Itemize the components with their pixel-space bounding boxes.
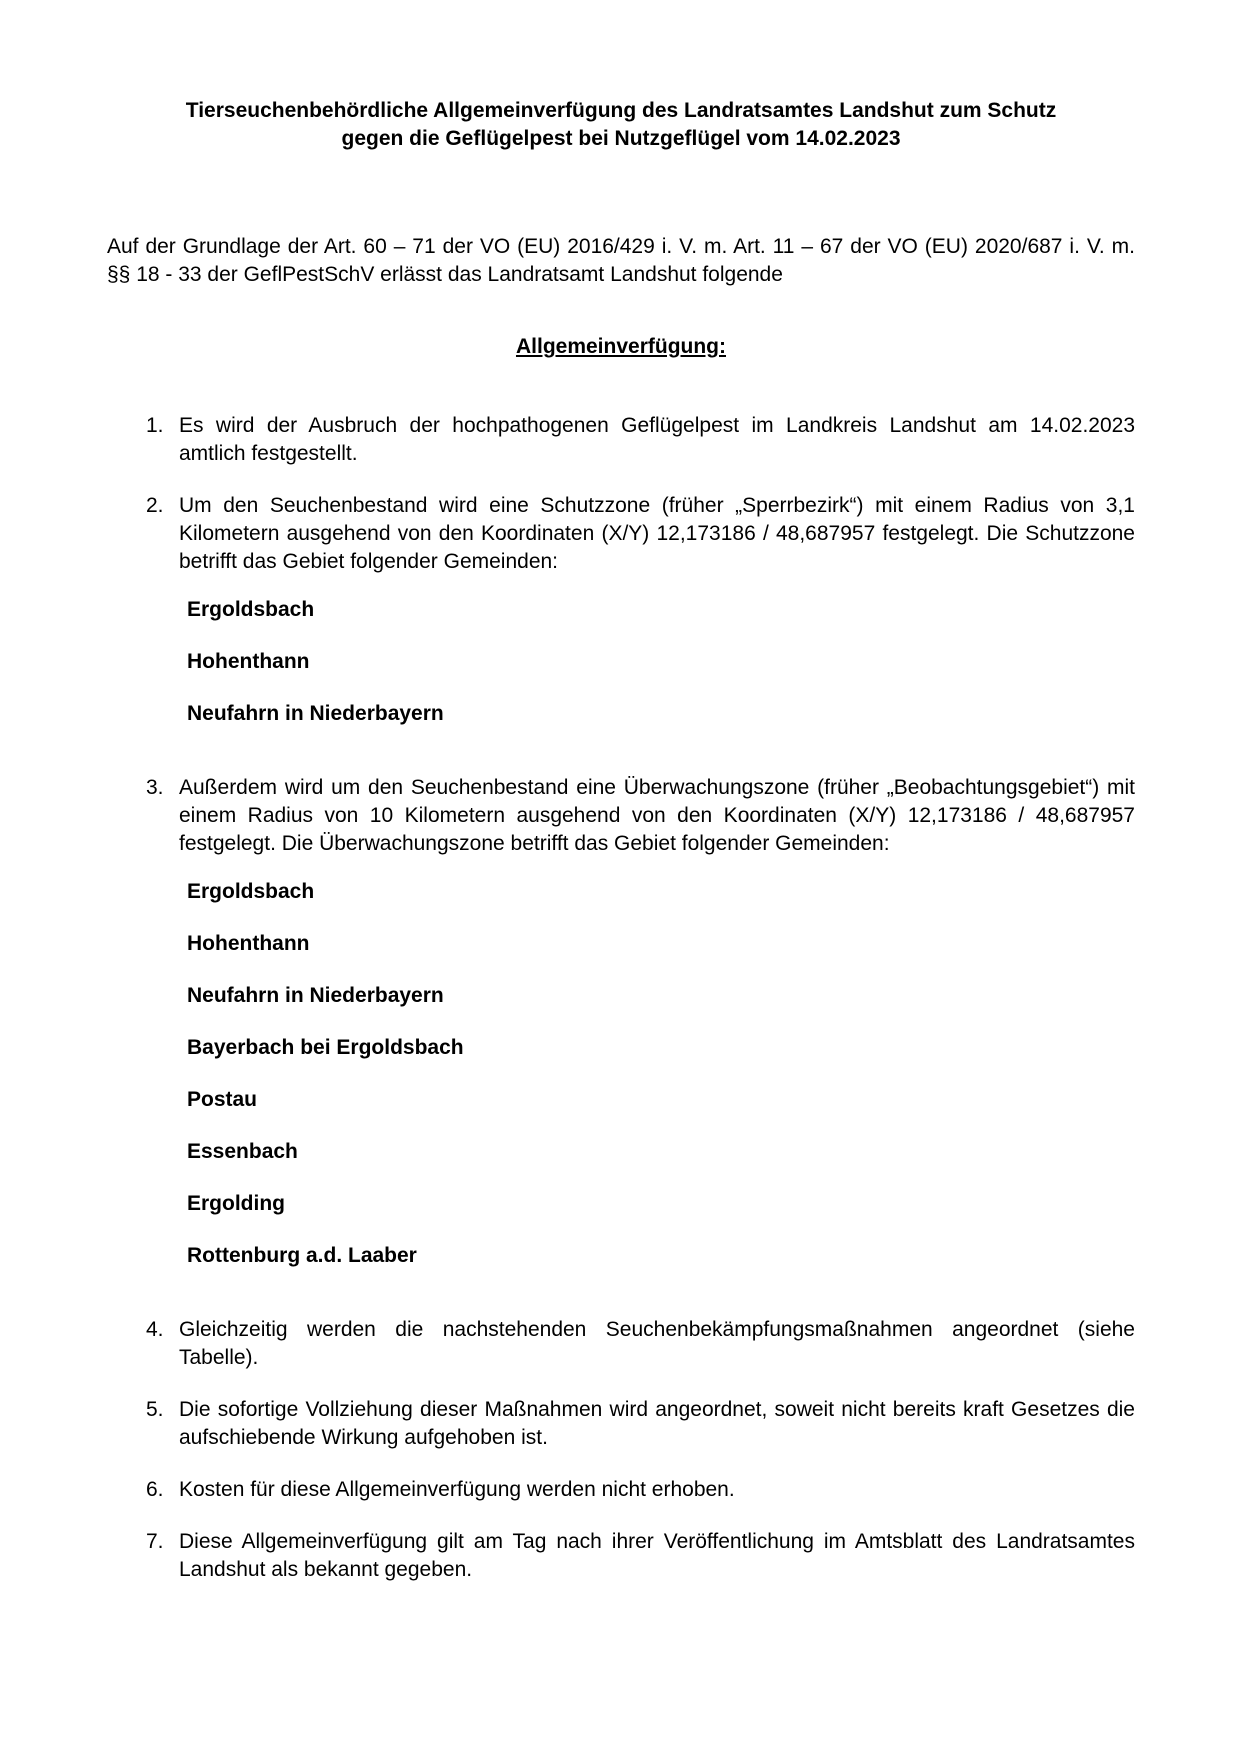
order-item-1 (107, 412, 1135, 468)
legal-basis-paragraph: Auf der Grundlage der Art. 60 – 71 der VO (EU) 2016/429 i. V. m. Art. 11 – 67 der VO (EU) 2020/687 i. V. m. §§ 18 - 33 der GeflPestSchV erlässt das Landratsamt Landshut folgende (107, 235, 1135, 286)
item-number: 7. (146, 1530, 164, 1553)
item-body (179, 1528, 1135, 1584)
item-body (179, 774, 1135, 1270)
surveillance-zone-municipality: Bayerbach bei Ergoldsbach (187, 1036, 464, 1059)
item-number: 1. (146, 414, 164, 437)
order-item-3 (107, 774, 1135, 1270)
item-text: Kosten für diese Allgemeinverfügung werden nicht erhoben. (179, 1478, 735, 1501)
item-text: Es wird der Ausbruch der hochpathogenen Geflügelpest im Landkreis Landshut am 14.02.2023 amtlich festgestellt. (179, 414, 1135, 465)
section-heading: Allgemeinverfügung: (515, 335, 726, 358)
item-number: 3. (146, 776, 164, 799)
item-number: 5. (146, 1398, 164, 1421)
order-item-4 (107, 1316, 1135, 1372)
item-text: Um den Seuchenbestand wird eine Schutzzone (früher „Sperrbezirk“) mit einem Radius von 3,1 Kilometern ausgehend von den Koordinaten (X/Y) 12,173186 / 48,687957 festgelegt. Die Schutzzone betrifft das Gebiet folgender Gemeinden: (179, 494, 1135, 573)
order-item-6 (107, 1476, 1135, 1504)
document-title-line-2: gegen die Geflügelpest bei Nutzgeflügel vom 14.02.2023 (341, 127, 901, 150)
order-item-7 (107, 1528, 1135, 1584)
item-body (179, 1396, 1135, 1452)
item-number: 2. (146, 494, 164, 517)
document-title (107, 97, 1135, 153)
protection-zone-municipality: Ergoldsbach (187, 598, 315, 621)
item-number: 4. (146, 1318, 164, 1341)
item-text: Die sofortige Vollziehung dieser Maßnahmen wird angeordnet, soweit nicht bereits kraft Gesetzes die aufschiebende Wirkung aufgehoben ist. (179, 1398, 1135, 1449)
protection-zone-municipality: Neufahrn in Niederbayern (187, 702, 444, 725)
surveillance-zone-municipality: Essenbach (187, 1140, 298, 1163)
item-text: Diese Allgemeinverfügung gilt am Tag nach ihrer Veröffentlichung im Amtsblatt des Landratsamtes Landshut als bekannt gegeben. (179, 1530, 1135, 1581)
item-text: Außerdem wird um den Seuchenbestand eine Überwachungszone (früher „Beobachtungsgebiet“) mit einem Radius von 10 Kilometern ausgehend von den Koordinaten (X/Y) 12,173186 / 48,687957 festgelegt. Die Überwachungszone betrifft das Gebiet folgender Gemeinden: (179, 776, 1135, 855)
item-body (179, 1316, 1135, 1372)
surveillance-zone-municipality: Neufahrn in Niederbayern (187, 984, 444, 1007)
surveillance-zone-municipality: Ergolding (187, 1192, 285, 1215)
order-item-5 (107, 1396, 1135, 1452)
document-title-line-1: Tierseuchenbehördliche Allgemeinverfügung des Landratsamtes Landshut zum Schutz (185, 99, 1057, 122)
item-body (179, 492, 1135, 728)
surveillance-zone-municipality: Ergoldsbach (187, 880, 315, 903)
order-items-list (107, 412, 1135, 1584)
item-text: Gleichzeitig werden die nachstehenden Seuchenbekämpfungsmaßnahmen angeordnet (siehe Tabelle). (179, 1318, 1135, 1369)
surveillance-zone-municipality: Hohenthann (187, 932, 310, 955)
item-body (179, 412, 1135, 468)
order-item-2 (107, 492, 1135, 728)
surveillance-zone-municipality: Rottenburg a.d. Laaber (187, 1244, 417, 1267)
surveillance-zone-municipality: Postau (187, 1088, 258, 1111)
item-body (179, 1476, 1135, 1504)
item-number: 6. (146, 1478, 164, 1501)
protection-zone-municipality: Hohenthann (187, 650, 310, 673)
